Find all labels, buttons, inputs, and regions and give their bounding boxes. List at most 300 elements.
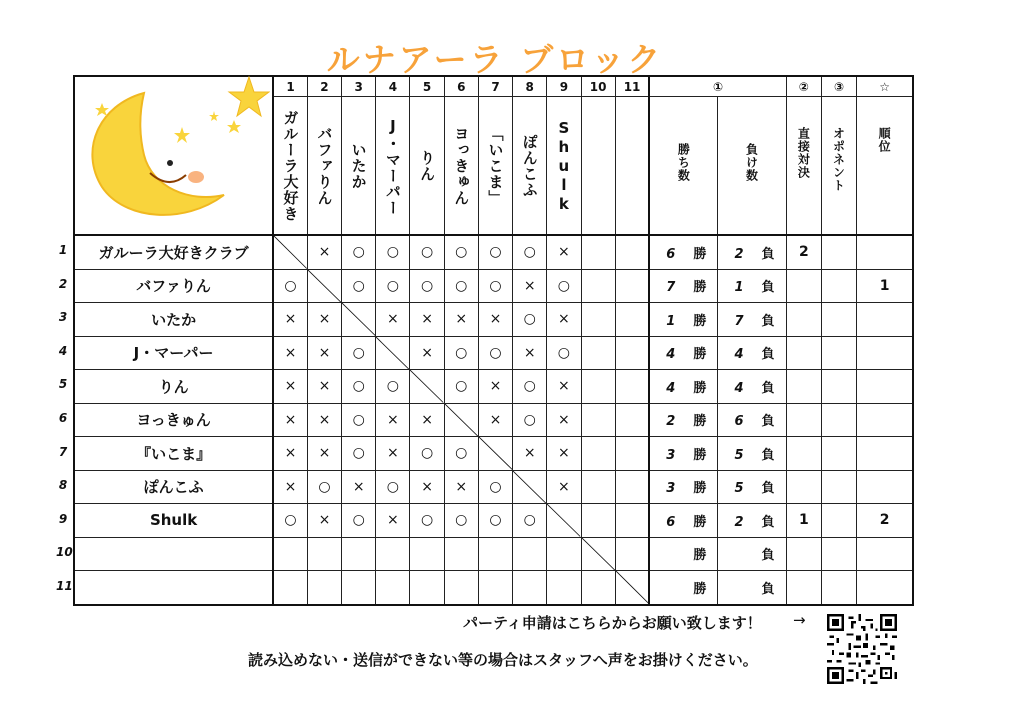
match-result-cell[interactable]: [581, 269, 615, 303]
match-result-cell[interactable]: [478, 235, 512, 269]
rank-value: 2: [879, 512, 890, 529]
match-mark: ×: [387, 311, 399, 328]
player-name: [74, 370, 273, 404]
match-result-cell[interactable]: [410, 336, 444, 370]
column-number: 11: [615, 76, 649, 97]
wins-value: [661, 414, 706, 429]
match-mark: ○: [352, 277, 365, 294]
match-result-cell[interactable]: [376, 437, 410, 471]
match-mark: ×: [455, 311, 468, 328]
match-result-cell[interactable]: [307, 303, 341, 337]
match-result-cell[interactable]: [513, 336, 547, 370]
match-result-cell[interactable]: [444, 504, 478, 538]
losses-number: 5: [734, 447, 744, 463]
losses-cell: [718, 370, 786, 404]
match-mark: ○: [489, 478, 502, 495]
column-number: 8: [513, 76, 547, 97]
match-result-cell[interactable]: [547, 303, 581, 337]
losses-cell: [718, 571, 786, 605]
rank-cell: [857, 504, 913, 538]
opponent-cell: [821, 470, 856, 504]
match-result-cell[interactable]: [273, 437, 307, 471]
losses-cell: [718, 537, 786, 571]
losses-unit: 負: [761, 380, 775, 396]
match-result-cell[interactable]: [410, 269, 444, 303]
match-result-cell[interactable]: [513, 504, 547, 538]
rank-value: 1: [879, 277, 890, 294]
losses-value: [730, 280, 775, 295]
direct-cell: [786, 269, 821, 303]
match-result-cell[interactable]: [342, 269, 376, 303]
losses-value: [730, 347, 775, 362]
match-result-cell[interactable]: [444, 470, 478, 504]
match-mark: ×: [284, 311, 297, 328]
match-result-cell[interactable]: [478, 403, 512, 437]
diagonal-cell: [615, 571, 649, 605]
match-result-cell[interactable]: [307, 403, 341, 437]
wins-unit: 勝: [693, 447, 707, 463]
match-result-cell[interactable]: [342, 537, 376, 571]
column-name-header: [410, 97, 444, 236]
column-name-header: [376, 97, 410, 236]
row-number: 5: [58, 377, 68, 392]
match-result-cell[interactable]: [273, 571, 307, 605]
match-result-cell[interactable]: [307, 504, 341, 538]
wins-value: [661, 481, 706, 496]
match-result-cell[interactable]: [581, 370, 615, 404]
losses-number: 4: [734, 380, 744, 396]
wins-number: 6: [666, 514, 676, 530]
diagonal-line: [582, 538, 615, 571]
rank-cell: [857, 235, 913, 269]
match-result-cell[interactable]: [342, 571, 376, 605]
losses-value: [730, 448, 775, 463]
losses-unit: 負: [761, 313, 775, 329]
match-result-cell[interactable]: [581, 437, 615, 471]
rank-cell: [857, 303, 913, 337]
match-mark: ×: [284, 378, 297, 395]
notice-text: 読み込めない・送信ができない等の場合はスタッフへ声をお掛けください。: [248, 651, 758, 669]
wins-cell: [649, 336, 717, 370]
diagonal-cell: [342, 303, 376, 337]
wins-number: 2: [666, 414, 676, 430]
match-mark: ×: [318, 378, 331, 395]
match-result-cell[interactable]: [376, 303, 410, 337]
match-mark: ×: [318, 445, 331, 462]
match-result-cell[interactable]: [547, 470, 581, 504]
match-result-cell[interactable]: [581, 235, 615, 269]
match-result-cell[interactable]: [444, 303, 478, 337]
direct-value: 2: [798, 244, 809, 261]
match-result-cell[interactable]: [376, 370, 410, 404]
wins-cell: [649, 269, 717, 303]
column-name-text: 「いこま」: [486, 126, 505, 206]
match-mark: ×: [489, 311, 502, 328]
match-result-cell[interactable]: [410, 537, 444, 571]
match-result-cell[interactable]: [513, 403, 547, 437]
column-number: 1: [273, 76, 307, 97]
match-mark: ×: [318, 512, 331, 529]
player-name: [74, 403, 273, 437]
diagonal-cell: [478, 437, 512, 471]
match-result-cell[interactable]: [410, 571, 444, 605]
match-result-cell[interactable]: [615, 303, 649, 337]
match-mark: ×: [387, 512, 399, 529]
opponent-cell: [821, 235, 856, 269]
match-result-cell[interactable]: [307, 470, 341, 504]
column-number: 4: [376, 76, 410, 97]
wins-value: [661, 247, 706, 262]
diagonal-line: [547, 504, 580, 537]
losses-unit: 負: [761, 347, 775, 363]
player-name-text: 『いこま』: [136, 444, 212, 463]
match-result-cell[interactable]: [547, 537, 581, 571]
match-result-cell[interactable]: [273, 303, 307, 337]
match-result-cell[interactable]: [273, 370, 307, 404]
match-mark: ×: [558, 378, 570, 395]
match-result-cell[interactable]: [513, 571, 547, 605]
match-result-cell[interactable]: [547, 336, 581, 370]
match-result-cell[interactable]: [376, 537, 410, 571]
player-name: [74, 303, 273, 337]
match-mark: ○: [523, 378, 536, 395]
diagonal-cell: [376, 336, 410, 370]
match-result-cell[interactable]: [547, 571, 581, 605]
match-result-cell[interactable]: [376, 470, 410, 504]
direct-cell: [786, 571, 821, 605]
row-number: 9: [58, 511, 68, 526]
wins-value: [661, 448, 706, 463]
match-result-cell[interactable]: [615, 269, 649, 303]
column-name-text: りん: [418, 150, 437, 182]
column-name-text: ヨっきゅん: [452, 126, 471, 206]
match-result-cell[interactable]: [581, 470, 615, 504]
match-result-cell[interactable]: [342, 370, 376, 404]
wins-number: 4: [666, 347, 676, 363]
match-result-cell[interactable]: [376, 571, 410, 605]
match-result-cell[interactable]: [581, 336, 615, 370]
match-result-cell[interactable]: [342, 437, 376, 471]
match-mark: ○: [489, 512, 502, 529]
match-result-cell[interactable]: [581, 571, 615, 605]
match-mark: ×: [523, 277, 536, 294]
player-name: [74, 336, 273, 370]
match-result-cell[interactable]: [273, 537, 307, 571]
column-number: 10: [581, 76, 615, 97]
wins-unit: 勝: [693, 380, 707, 396]
wins-cell: [649, 571, 717, 605]
opponent-cell: [821, 269, 856, 303]
match-result-cell[interactable]: [307, 437, 341, 471]
match-result-cell[interactable]: [342, 504, 376, 538]
column-number: 7: [478, 76, 512, 97]
player-name-text: ガルーラ大好きクラブ: [98, 243, 249, 262]
match-mark: ×: [558, 478, 570, 495]
match-result-cell[interactable]: [615, 437, 649, 471]
diagonal-cell: [444, 403, 478, 437]
match-result-cell[interactable]: [547, 437, 581, 471]
direct-value: 1: [798, 512, 809, 529]
losses-cell: [718, 504, 786, 538]
diagonal-line: [308, 270, 341, 303]
match-mark: ×: [421, 411, 433, 428]
match-result-cell[interactable]: [307, 336, 341, 370]
match-result-cell[interactable]: [547, 370, 581, 404]
losses-cell: [718, 303, 786, 337]
diagonal-line: [376, 337, 409, 370]
player-name: [74, 437, 273, 471]
row-number: 1: [58, 243, 68, 257]
match-result-cell[interactable]: [615, 504, 649, 538]
losses-value: [730, 414, 775, 429]
column-name-header: [444, 97, 478, 236]
rank-header: [857, 97, 913, 236]
match-mark: ×: [558, 244, 570, 261]
row-number: 4: [58, 343, 68, 358]
match-result-cell[interactable]: [513, 537, 547, 571]
match-result-cell[interactable]: [342, 403, 376, 437]
match-result-cell[interactable]: [307, 537, 341, 571]
match-result-cell[interactable]: [478, 303, 512, 337]
rank-cell: [857, 336, 913, 370]
column-number: 2: [307, 76, 341, 97]
match-mark: ○: [489, 277, 502, 294]
wins-value: [661, 280, 706, 295]
match-mark: ○: [386, 277, 399, 294]
match-result-cell[interactable]: [478, 571, 512, 605]
match-result-cell[interactable]: [376, 403, 410, 437]
match-mark: ×: [284, 445, 297, 462]
match-result-cell[interactable]: [615, 336, 649, 370]
match-result-cell[interactable]: [478, 504, 512, 538]
match-result-cell[interactable]: [615, 370, 649, 404]
match-result-cell[interactable]: [444, 571, 478, 605]
match-result-cell[interactable]: [273, 470, 307, 504]
match-mark: ○: [455, 344, 468, 361]
match-mark: ○: [557, 277, 570, 294]
match-mark: ○: [352, 244, 365, 261]
match-result-cell[interactable]: [547, 403, 581, 437]
wins-number: 7: [666, 280, 676, 296]
match-result-cell[interactable]: [307, 235, 341, 269]
direct-cell: [786, 303, 821, 337]
match-result-cell[interactable]: [581, 504, 615, 538]
wins-cell: [649, 403, 717, 437]
match-result-cell[interactable]: [615, 235, 649, 269]
opponent-cell: [821, 303, 856, 337]
match-result-cell[interactable]: [444, 235, 478, 269]
match-result-cell[interactable]: [513, 437, 547, 471]
header-c3: ③: [821, 76, 856, 97]
match-mark: ○: [557, 344, 570, 361]
wins-value: [661, 347, 706, 362]
match-mark: ○: [455, 277, 468, 294]
match-result-cell[interactable]: [410, 403, 444, 437]
wins-cell: [649, 537, 717, 571]
column-number: 3: [342, 76, 376, 97]
column-name-header: [342, 97, 376, 236]
direct-header-text: 直接対決: [796, 127, 811, 179]
match-mark: ○: [523, 512, 536, 529]
match-mark: ○: [489, 344, 502, 361]
losses-value: [730, 247, 775, 262]
row-number: 2: [58, 276, 68, 291]
match-result-cell[interactable]: [581, 303, 615, 337]
match-result-cell[interactable]: [547, 235, 581, 269]
match-result-cell[interactable]: [547, 269, 581, 303]
match-result-cell[interactable]: [444, 437, 478, 471]
column-name-text: J・マーパー: [383, 116, 402, 216]
wins-number: 3: [666, 447, 676, 463]
player-name-text: Shulk: [149, 511, 198, 530]
match-result-cell[interactable]: [376, 269, 410, 303]
match-mark: ○: [455, 378, 468, 395]
direct-cell: [786, 437, 821, 471]
match-result-cell[interactable]: [273, 403, 307, 437]
direct-header: [786, 97, 821, 236]
match-result-cell[interactable]: [615, 470, 649, 504]
opponent-cell: [821, 504, 856, 538]
row-number: 6: [58, 411, 68, 425]
match-result-cell[interactable]: [342, 235, 376, 269]
match-result-cell[interactable]: [410, 303, 444, 337]
player-name-text: J・マーパー: [133, 344, 214, 363]
losses-cell: [718, 403, 786, 437]
losses-cell: [718, 269, 786, 303]
rank-cell: [857, 269, 913, 303]
match-result-cell[interactable]: [444, 269, 478, 303]
match-mark: ×: [421, 311, 433, 328]
rank-cell: [857, 470, 913, 504]
rank-cell: [857, 403, 913, 437]
match-result-cell[interactable]: [478, 470, 512, 504]
direct-cell: [786, 235, 821, 269]
diagonal-line: [479, 437, 512, 470]
diagonal-cell: [513, 470, 547, 504]
match-result-cell[interactable]: [581, 403, 615, 437]
match-result-cell[interactable]: [410, 470, 444, 504]
wins-unit: 勝: [693, 246, 707, 262]
wins-header: [649, 97, 717, 236]
match-result-cell[interactable]: [273, 504, 307, 538]
wins-cell: [649, 303, 717, 337]
wins-unit: 勝: [693, 313, 707, 329]
match-result-cell[interactable]: [513, 235, 547, 269]
rank-cell: [857, 537, 913, 571]
direct-cell: [786, 537, 821, 571]
diagonal-line: [616, 571, 649, 604]
match-result-cell[interactable]: [273, 336, 307, 370]
match-mark: ○: [420, 445, 434, 462]
losses-number: 2: [734, 514, 744, 530]
match-mark: ×: [455, 478, 468, 495]
match-result-cell[interactable]: [615, 403, 649, 437]
match-result-cell[interactable]: [513, 269, 547, 303]
row-number: 10: [56, 545, 73, 560]
player-name: [74, 537, 273, 571]
losses-unit: 負: [761, 246, 775, 262]
match-result-cell[interactable]: [307, 370, 341, 404]
match-result-cell[interactable]: [444, 537, 478, 571]
match-result-cell[interactable]: [410, 437, 444, 471]
match-mark: ×: [284, 411, 297, 428]
match-result-cell[interactable]: [273, 269, 307, 303]
wins-unit: 勝: [693, 347, 707, 363]
match-result-cell[interactable]: [478, 269, 512, 303]
match-result-cell[interactable]: [444, 370, 478, 404]
losses-number: 1: [734, 280, 744, 296]
wins-number: 6: [666, 246, 676, 262]
match-result-cell[interactable]: [615, 537, 649, 571]
match-result-cell[interactable]: [444, 336, 478, 370]
player-name: [74, 235, 273, 269]
match-mark: ○: [352, 512, 365, 529]
match-result-cell[interactable]: [342, 336, 376, 370]
opponent-header-text: オポネント: [831, 127, 846, 192]
opponent-cell: [821, 571, 856, 605]
match-mark: ○: [489, 244, 502, 261]
player-name-text: りん: [158, 377, 189, 396]
diagonal-line: [274, 236, 307, 269]
player-name: [74, 269, 273, 303]
match-result-cell[interactable]: [513, 303, 547, 337]
party-request-text: パーティ申請はこちらからお願い致します！: [463, 614, 762, 632]
match-mark: ○: [420, 512, 434, 529]
wins-value: [661, 515, 706, 530]
column-name-text: いたか: [349, 142, 368, 190]
column-number: 5: [410, 76, 444, 97]
wins-number: 3: [666, 481, 676, 497]
wins-unit: 勝: [693, 514, 707, 530]
match-result-cell[interactable]: [410, 235, 444, 269]
losses-header-text: 負け数: [744, 143, 759, 182]
opponent-header: [821, 97, 856, 236]
losses-unit: 負: [761, 447, 775, 463]
column-name-header: [581, 97, 615, 236]
wins-cell: [649, 235, 717, 269]
wins-unit: 勝: [693, 481, 707, 497]
qr-code[interactable]: [826, 614, 898, 684]
match-mark: ×: [558, 411, 570, 428]
match-mark: ○: [386, 378, 399, 395]
column-name-header: [547, 97, 581, 236]
match-result-cell[interactable]: [478, 336, 512, 370]
column-name-header: [513, 97, 547, 236]
match-mark: ○: [455, 512, 468, 529]
player-name-text: ぽんこふ: [143, 478, 204, 497]
match-result-cell[interactable]: [478, 537, 512, 571]
diagonal-line: [342, 303, 375, 336]
moon-illustration: [74, 75, 270, 235]
match-result-cell[interactable]: [478, 370, 512, 404]
page-title: ルナアーラ ブロック: [326, 40, 664, 79]
row-number: 11: [56, 579, 73, 593]
player-name-text: いたか: [151, 310, 197, 329]
player-name: [74, 571, 273, 605]
match-result-cell[interactable]: [513, 370, 547, 404]
match-result-cell[interactable]: [410, 504, 444, 538]
match-result-cell[interactable]: [342, 470, 376, 504]
match-result-cell[interactable]: [307, 571, 341, 605]
match-mark: ○: [352, 445, 365, 462]
losses-cell: [718, 470, 786, 504]
match-result-cell[interactable]: [376, 504, 410, 538]
match-result-cell[interactable]: [376, 235, 410, 269]
column-name-text: バファりん: [315, 126, 334, 206]
diagonal-cell: [581, 537, 615, 571]
direct-cell: [786, 470, 821, 504]
wins-unit: 勝: [693, 581, 707, 597]
